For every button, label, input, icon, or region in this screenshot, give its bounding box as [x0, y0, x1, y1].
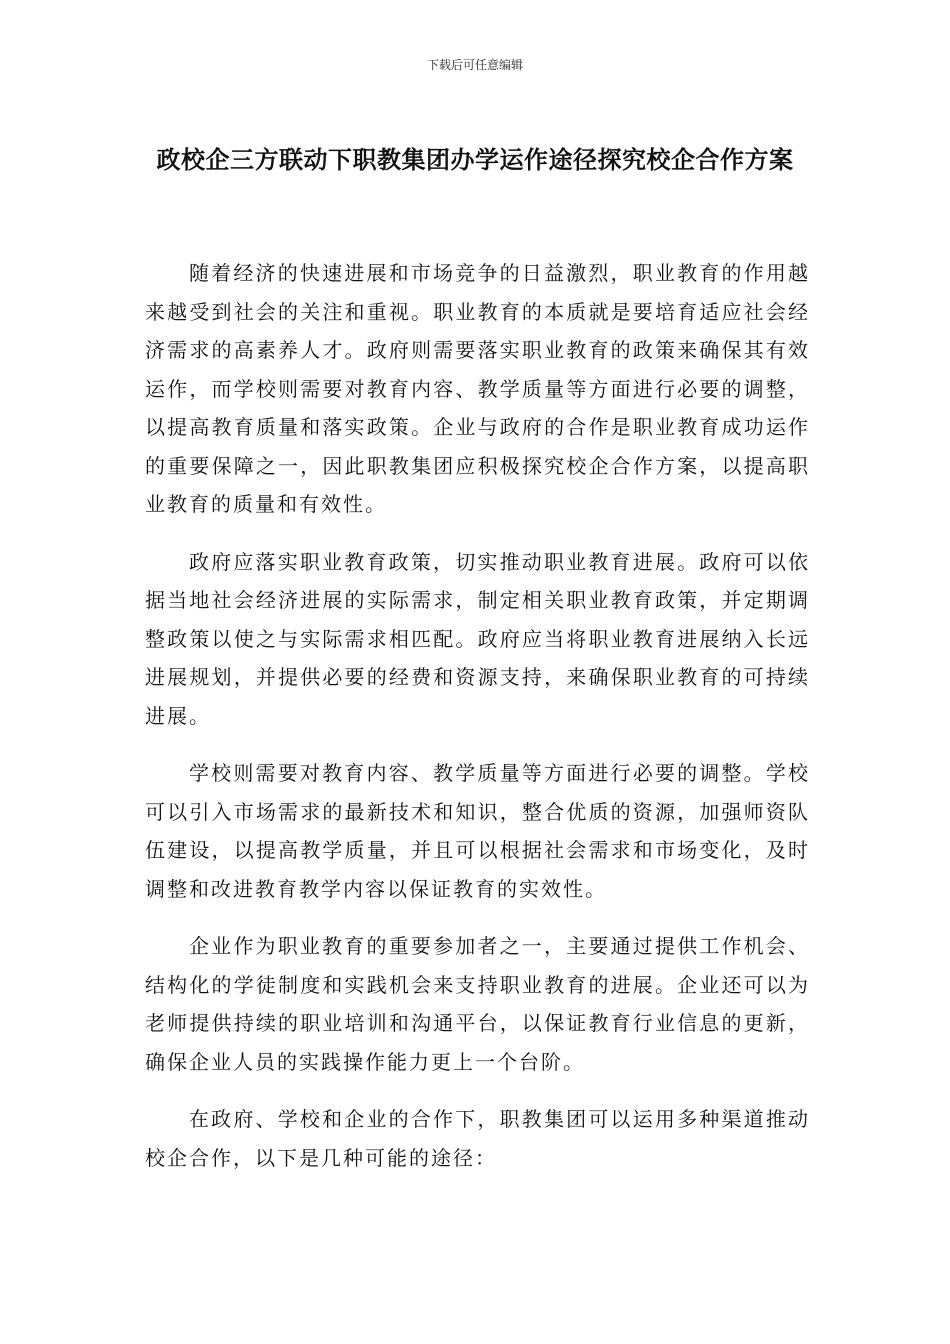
body-paragraph-4: 企业作为职业教育的重要参加者之一，主要通过提供工作机会、结构化的学徒制度和实践机会来支持职业教育的进展。企业还可以为老师提供持续的职业培训和沟通平台，以保证教育行业信息的更新，确保企业人员的实践操作能力更上一个台阶。 — [145, 934, 810, 1074]
body-paragraph-2: 政府应落实职业教育政策，切实推动职业教育进展。政府可以依据当地社会经济进展的实际需求，制定相关职业教育政策，并定期调整政策以使之与实际需求相匹配。政府应当将职业教育进展纳入长远进展规划，并提供必要的经费和资源支持，来确保职业教育的可持续进展。 — [145, 549, 810, 728]
body-paragraph-5: 在政府、学校和企业的合作下，职教集团可以运用多种渠道推动校企合作，以下是几种可能的途径： — [145, 1107, 810, 1170]
body-paragraph-3: 学校则需要对教育内容、教学质量等方面进行必要的调整。学校可以引入市场需求的最新技术和知识，整合优质的资源，加强师资队伍建设，以提高教学质量，并且可以根据社会需求和市场变化，及时调整和改进教育教学内容以保证教育的实效性。 — [145, 761, 810, 901]
page-header-note: 下载后可任意编辑 — [426, 58, 523, 72]
document-body — [145, 254, 810, 1196]
document-title: 政校企三方联动下职教集团办学运作途径探究校企合作方案 — [156, 146, 794, 174]
body-paragraph-1: 随着经济的快速进展和市场竞争的日益激烈，职业教育的作用越来越受到社会的关注和重视。职业教育的本质就是要培育适应社会经济需求的高素养人才。政府则需要落实职业教育的政策来确保其有效运作，而学校则需要对教育内容、教学质量等方面进行必要的调整，以提高教育质量和落实政策。企业与政府的合作是职业教育成功运作的重要保障之一，因此职教集团应积极探究校企合作方案，以提高职业教育的质量和有效性。 — [145, 261, 810, 516]
